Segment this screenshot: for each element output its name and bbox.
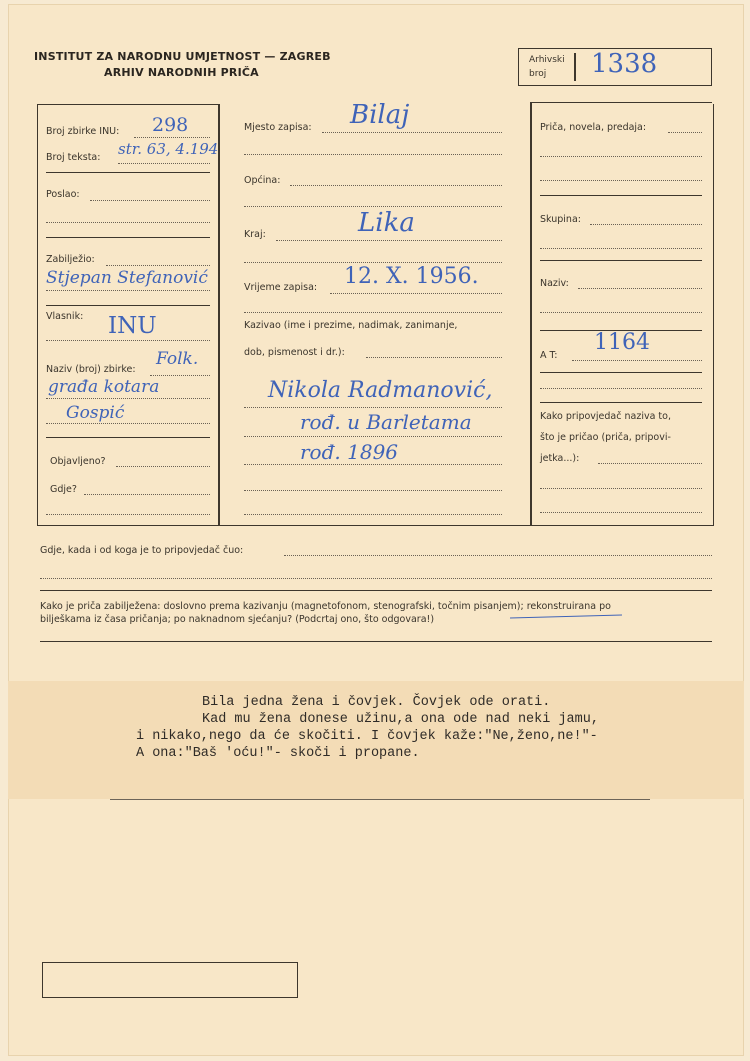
narrator-line-5 bbox=[244, 490, 502, 491]
bottom-rule-1 bbox=[40, 590, 712, 591]
left-rule-3 bbox=[46, 305, 210, 306]
right-rule-4 bbox=[540, 372, 702, 373]
narrator-naming-label-3: jetka...): bbox=[540, 453, 580, 464]
right-divider bbox=[530, 102, 532, 526]
source-line-1 bbox=[284, 555, 712, 556]
source-label: Gdje, kada i od koga je to pripovjedač čuo: bbox=[40, 545, 244, 556]
where-label: Gdje? bbox=[50, 484, 77, 495]
left-divider bbox=[218, 104, 220, 526]
municipality-label: Općina: bbox=[244, 175, 281, 186]
narrator-label-1: Kazivao (ime i prezime, nadimak, zanimanje, bbox=[244, 320, 458, 331]
story-line-4: A ona:"Baš 'oću!"- skoči i propane. bbox=[136, 746, 420, 761]
left-rule-1 bbox=[46, 172, 210, 173]
at-line-2 bbox=[540, 388, 702, 389]
date-line bbox=[330, 293, 502, 294]
archive-label-1: Arhivski bbox=[529, 55, 565, 65]
narrator-line-1 bbox=[366, 357, 502, 358]
owner-line bbox=[46, 340, 210, 341]
archive-subtitle: ARHIV NARODNIH PRIČA bbox=[104, 66, 259, 79]
genre-line-1 bbox=[668, 132, 702, 133]
story-line-1: Bila jedna žena i čovjek. Čovjek ode orati. bbox=[202, 695, 551, 710]
at-value: 1164 bbox=[594, 330, 650, 355]
group-line-1 bbox=[590, 224, 702, 225]
right-rule-2 bbox=[540, 260, 702, 261]
place-label: Mjesto zapisa: bbox=[244, 122, 312, 133]
recording-method-line-1: Kako je priča zabilježena: doslovno prema kazivanju (magnetofonom, stenografski, točnim pisanjem); rekonstruirana po bbox=[40, 601, 611, 612]
narrator-naming-line-2 bbox=[540, 488, 702, 489]
municipality-line-2 bbox=[244, 206, 502, 207]
collection-number-line bbox=[134, 137, 210, 138]
name-label: Naziv: bbox=[540, 278, 569, 289]
right-rule-5 bbox=[540, 402, 702, 403]
region-label: Kraj: bbox=[244, 229, 266, 240]
region-line bbox=[276, 240, 502, 241]
narrator-value-2: rođ. u Barletama bbox=[300, 410, 472, 434]
story-line-3: i nikako,nego da će skočiti. I čovjek kaže:"Ne,ženo,ne!"- bbox=[136, 729, 598, 744]
narrator-naming-label-2: što je pričao (priča, pripovi- bbox=[540, 432, 671, 443]
name-line-2 bbox=[540, 312, 702, 313]
bottom-empty-box bbox=[42, 962, 298, 998]
right-top-rule bbox=[530, 102, 712, 103]
collection-name-value-1: Folk. bbox=[156, 349, 199, 369]
recorder-line-1 bbox=[106, 265, 210, 266]
narrator-label-2: dob, pismenost i dr.): bbox=[244, 347, 345, 358]
group-label: Skupina: bbox=[540, 214, 581, 225]
left-top-rule bbox=[37, 104, 219, 105]
published-line bbox=[116, 466, 210, 467]
archive-number-box bbox=[518, 48, 712, 86]
recorder-label: Zabilježio: bbox=[46, 254, 95, 265]
region-value: Lika bbox=[358, 208, 415, 238]
sender-line-1 bbox=[90, 200, 210, 201]
collection-name-line-2 bbox=[46, 398, 210, 399]
archive-box-divider bbox=[574, 53, 576, 81]
published-label: Objavljeno? bbox=[50, 456, 106, 467]
place-line-2 bbox=[244, 154, 502, 155]
narrator-naming-line-3 bbox=[540, 512, 702, 513]
right-rule-1 bbox=[540, 195, 702, 196]
left-rule-2 bbox=[46, 237, 210, 238]
name-line-1 bbox=[578, 288, 702, 289]
narrator-line-4 bbox=[244, 464, 502, 465]
date-line-2 bbox=[244, 312, 502, 313]
recorder-line-2 bbox=[46, 290, 210, 291]
municipality-line bbox=[290, 185, 502, 186]
archive-label-2: broj bbox=[529, 69, 547, 79]
place-value: Bilaj bbox=[350, 100, 410, 130]
where-line-1 bbox=[84, 494, 210, 495]
genre-line-3 bbox=[540, 180, 702, 181]
group-line-2 bbox=[540, 248, 702, 249]
institute-title: INSTITUT ZA NARODNU UMJETNOST — ZAGREB bbox=[34, 50, 331, 63]
left-rule-4 bbox=[46, 437, 210, 438]
genre-line-2 bbox=[540, 156, 702, 157]
place-line bbox=[322, 132, 502, 133]
date-label: Vrijeme zapisa: bbox=[244, 282, 318, 293]
where-line-2 bbox=[46, 514, 210, 515]
at-line-1 bbox=[572, 360, 702, 361]
region-line-2 bbox=[244, 262, 502, 263]
collection-number-label: Broj zbirke INU: bbox=[46, 126, 120, 137]
collection-name-line-3 bbox=[46, 423, 210, 424]
recorder-value: Stjepan Stefanović bbox=[46, 268, 208, 288]
source-line-2 bbox=[40, 578, 712, 579]
story-bottom-rule bbox=[110, 799, 650, 800]
sender-line-2 bbox=[46, 222, 210, 223]
sender-label: Poslao: bbox=[46, 189, 80, 200]
text-number-value: str. 63, 4.194 bbox=[118, 140, 219, 158]
narrator-value-1: Nikola Radmanović, bbox=[268, 378, 493, 403]
owner-value: INU bbox=[108, 313, 157, 339]
story-line-2: Kad mu žena donese užinu,a ona ode nad neki jamu, bbox=[202, 712, 599, 727]
narrator-line-6 bbox=[244, 514, 502, 515]
genre-label: Priča, novela, predaja: bbox=[540, 122, 647, 133]
collection-name-line-1 bbox=[150, 375, 210, 376]
collection-name-label: Naziv (broj) zbirke: bbox=[46, 364, 136, 375]
recording-method-line-2: bilješkama iz časa pričanja; po naknadnom sjećanju? (Podcrtaj ono, što odgovara!) bbox=[40, 614, 435, 625]
at-label: A T: bbox=[540, 350, 558, 361]
narrator-naming-label-1: Kako pripovjedač naziva to, bbox=[540, 411, 671, 422]
narrator-value-3: rođ. 1896 bbox=[300, 440, 399, 464]
date-value: 12. X. 1956. bbox=[344, 264, 479, 289]
owner-label: Vlasnik: bbox=[46, 311, 84, 322]
text-number-line bbox=[118, 163, 210, 164]
narrator-line-2 bbox=[244, 407, 502, 408]
collection-number-value: 298 bbox=[152, 114, 189, 136]
collection-name-value-2: građa kotara bbox=[48, 377, 160, 397]
text-number-label: Broj teksta: bbox=[46, 152, 101, 163]
narrator-line-3 bbox=[244, 436, 502, 437]
bottom-rule-2 bbox=[40, 641, 712, 642]
archive-number: 1338 bbox=[591, 49, 658, 79]
collection-name-value-3: Gospić bbox=[66, 403, 125, 423]
narrator-naming-line-1 bbox=[598, 463, 702, 464]
